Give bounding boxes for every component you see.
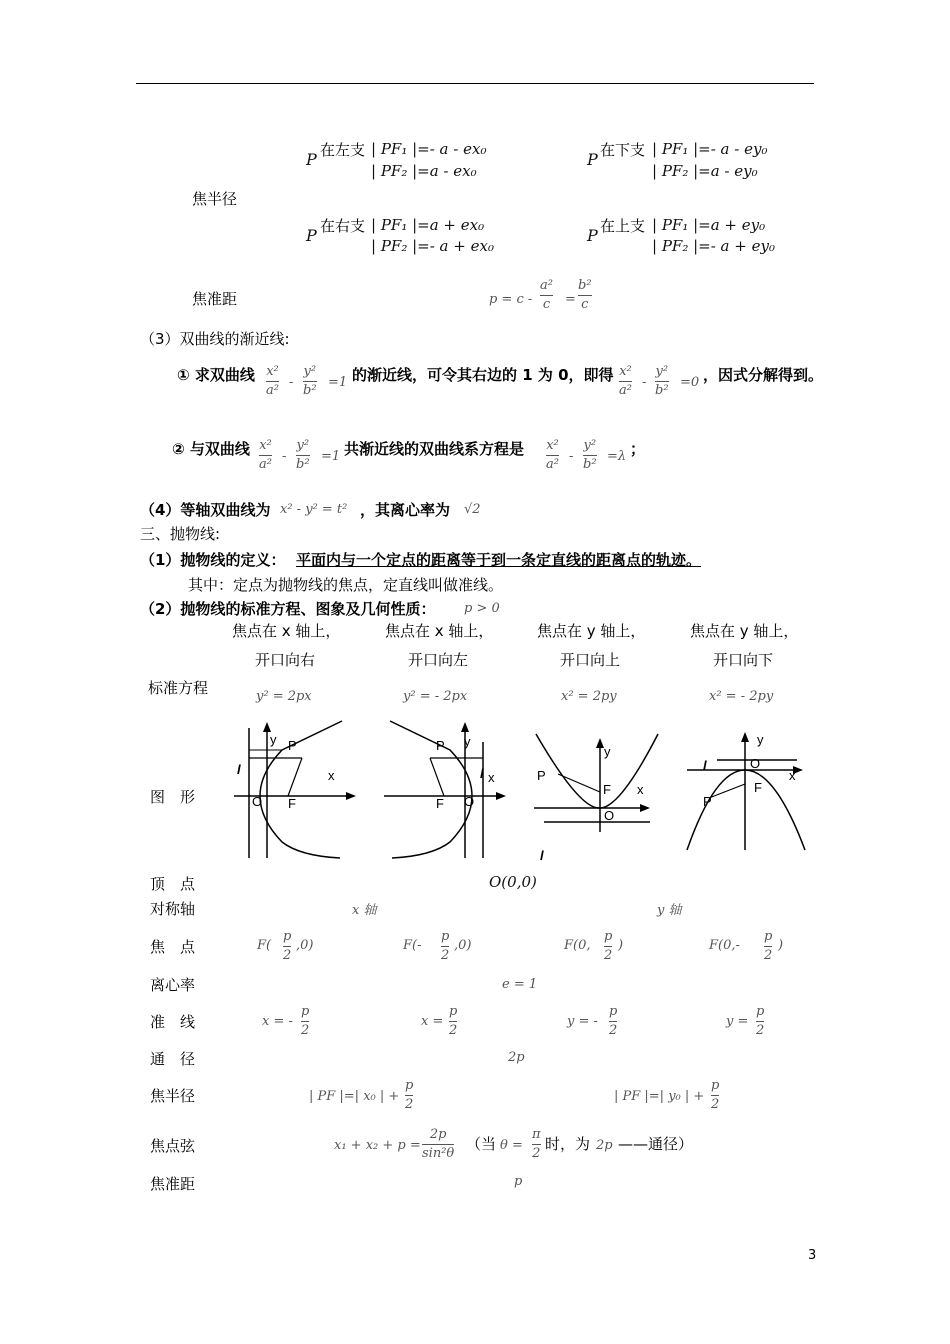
branch-right: 在右支: [320, 217, 366, 235]
parabola-up-figure: [530, 732, 660, 862]
radius-line: | PF₂ |=a - ey₀: [652, 162, 758, 180]
svg-text:O: O: [464, 794, 475, 809]
branch-upper: 在上支: [600, 217, 646, 235]
parabola-down-figure: [683, 726, 813, 852]
ecc-value: e = 1: [502, 977, 538, 992]
parabola-left-figure: [380, 718, 510, 860]
branch-left: 在左支: [320, 141, 366, 159]
svg-text:l: l: [480, 766, 484, 781]
row-label-radius: 焦半径: [150, 1087, 196, 1105]
focal-radius-label: 焦半径: [192, 190, 238, 208]
svg-text:l: l: [540, 848, 544, 862]
svg-text:x: x: [488, 770, 495, 785]
radius-line: | PF₁ |=a + ex₀: [371, 216, 485, 234]
parabola-right-figure: [230, 718, 360, 860]
radius-line: | PF₁ |=- a - ex₀: [371, 140, 487, 158]
svg-text:P: P: [703, 794, 712, 809]
row-label-ecc: 离心率: [150, 976, 196, 994]
svg-text:P: P: [537, 768, 546, 783]
axis-y-value: y 轴: [657, 903, 682, 918]
fdist-value: p: [514, 1174, 523, 1189]
svg-text:y: y: [464, 734, 471, 749]
point-p: P: [306, 226, 317, 245]
section-title-parabola: 三、抛物线:: [140, 525, 221, 543]
point-p: P: [306, 150, 317, 169]
row-label-vertex: 顶 点: [150, 875, 196, 893]
radius-line: | PF₂ |=a - ex₀: [371, 162, 477, 180]
row-label-figure: 图 形: [150, 788, 196, 806]
svg-text:P: P: [436, 738, 445, 753]
focal-dist-label: 焦准距: [192, 290, 238, 308]
svg-text:P: P: [288, 738, 297, 753]
section-3-title: （3）双曲线的渐近线:: [140, 330, 290, 348]
row-label-latus: 通 径: [150, 1050, 196, 1068]
axis-x-value: x 轴: [352, 903, 377, 918]
svg-text:F: F: [603, 782, 611, 797]
definition-note: 其中：定点为抛物线的焦点，定直线叫做准线。: [188, 576, 504, 594]
svg-text:O: O: [750, 756, 761, 771]
vertex-value: O(0,0): [489, 873, 537, 891]
svg-text:y: y: [270, 732, 277, 747]
row-label-fdist: 焦准距: [150, 1175, 196, 1193]
row-label-focus: 焦 点: [150, 938, 196, 956]
svg-text:F: F: [754, 780, 762, 795]
svg-text:x: x: [328, 768, 335, 783]
row-label-directrix: 准 线: [150, 1013, 196, 1031]
svg-text:F: F: [288, 796, 296, 811]
row-label-axis: 对称轴: [150, 900, 196, 918]
svg-text:y: y: [604, 744, 611, 759]
radius-line: | PF₂ |=- a + ey₀: [652, 237, 775, 255]
point-p: P: [587, 226, 598, 245]
header-rule: [136, 83, 814, 84]
svg-text:y: y: [757, 732, 764, 747]
svg-text:O: O: [252, 794, 263, 809]
row-label-std-eq: 标准方程: [148, 679, 209, 697]
radius-line: | PF₁ |=- a - ey₀: [652, 140, 768, 158]
point-p: P: [587, 150, 598, 169]
latus-value: 2p: [508, 1050, 525, 1065]
radius-line: | PF₁ |=a + ey₀: [652, 216, 766, 234]
svg-text:l: l: [703, 758, 707, 773]
svg-text:x: x: [637, 782, 644, 797]
svg-text:l: l: [237, 762, 241, 777]
svg-text:O: O: [604, 808, 615, 823]
page-number: 3: [808, 1248, 817, 1263]
svg-text:x: x: [789, 768, 796, 783]
svg-text:F: F: [436, 796, 444, 811]
row-label-chord: 焦点弦: [150, 1137, 196, 1155]
radius-line: | PF₂ |=- a + ex₀: [371, 237, 494, 255]
branch-lower: 在下支: [600, 141, 646, 159]
